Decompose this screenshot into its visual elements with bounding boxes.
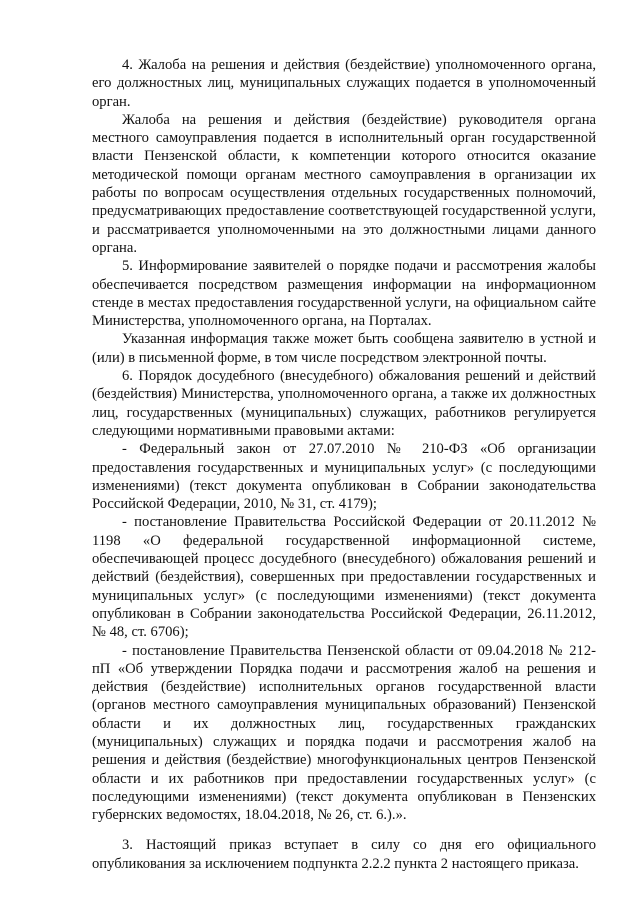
paragraph-informing-applicants: 5. Информирование заявителей о порядке подачи и рассмотрения жалобы обеспечивается посредством размещения информации на информационном стенде в местах предоставления государственной услуги, на официальном сайте Министерства, уполномоченного органа, на Порталах. [92,258,596,330]
paragraph-complaint-head-of-local-government: Жалоба на решения и действия (бездействие) руководителя органа местного самоуправления подается в исполнительный орган государственной власти Пензенской области, к компетенции которого относится оказание методической помощи органам местного самоуправления в организации их работы по вопросам осуществления отдельных государственных полномочий, предусматривающих предоставление соответствующей государственной услуги, и рассматривается уполномоченными на это должностными лицами данного органа. [92,111,596,256]
paragraph-penza-decree-212: - постановление Правительства Пензенской области от 09.04.2018 № 212-пП «Об утверждении Порядка подачи и рассмотрения жалоб на решения и действия (бездействие) исполнительных органов государственной власти (органов местного самоуправления муниципальных образований) Пензенской области и их должностных лиц, государственных гражданских (муниципальных) служащих и порядка подачи и рассмотрения жалоб на решения и действия (бездействие) многофункциональных центров Пензенской области и их работников при предоставлении государственных услуг» (с последующими изменениями) (текст документа опубликован в Пензенских губернских ведомостях, 18.04.2018, № 26, ст. 6.).». [92,642,596,824]
paragraph-government-decree-1198: - постановление Правительства Российской Федерации от 20.11.2012 № 1198 «О федеральной государственной информационной системе, обеспечивающей процесс досудебного (внесудебного) обжалования решений и действий (бездействия), совершенных при предоставлении государственных и муниципальных услуг» (с последующими изменениями) (текст документа опубликован в Собрании законодательства Российской Федерации, 26.11.2012, № 48, ст. 6706); [92,514,596,641]
paragraph-order-effective-date: 3. Настоящий приказ вступает в силу со дня его официального опубликования за исключением подпункта 2.2.2 пункта 2 настоящего приказа. [92,837,596,872]
paragraph-federal-law-210: - Федеральный закон от 27.07.2010 № 210-ФЗ «Об организации предоставления государственных и муниципальных услуг» (с последующими изменениями) (текст документа опубликован в Собрании законодательства Российской Федерации, 2010, № 31, ст. 4179); [92,441,596,513]
paragraph-oral-written-info: Указанная информация также может быть сообщена заявителю в устной и (или) в письменной форме, в том числе посредством электронной почты. [92,331,596,366]
document-page [92,56,596,873]
paragraph-complaint-authorized-body: 4. Жалоба на решения и действия (бездействие) уполномоченного органа, его должностных лиц, муниципальных служащих подается в уполномоченный орган. [92,57,596,110]
paragraph-appeal-procedure: 6. Порядок досудебного (внесудебного) обжалования решений и действий (бездействия) Министерства, уполномоченного органа, а также их должностных лиц, государственных (муниципальных) служащих, работников регулируется следующими нормативными правовыми актами: [92,368,596,439]
